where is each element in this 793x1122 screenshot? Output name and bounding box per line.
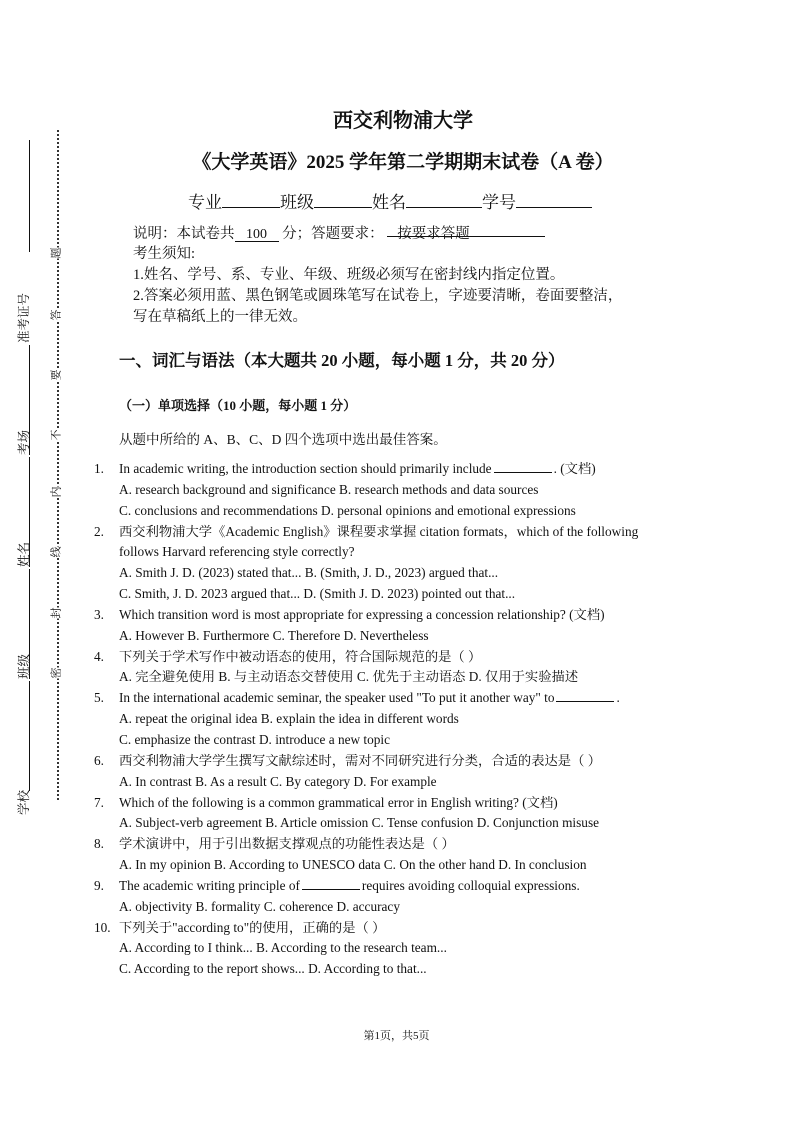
- seal-char: 要: [50, 369, 63, 381]
- margin-label-name: 姓名: [17, 541, 31, 567]
- question-number: 8.: [94, 836, 104, 852]
- question-1: [94, 459, 694, 522]
- question-10: [94, 918, 694, 981]
- question-options: A. objectivity B. formality C. coherence D. accuracy: [119, 898, 400, 914]
- question-stem: Which of the following is a common grammatical error in English writing? (文档): [119, 794, 558, 810]
- question-stem: The academic writing principle of: [119, 877, 300, 893]
- question-stem: In academic writing, the introduction section should primarily include: [119, 461, 492, 476]
- question-stem-end: . (文档): [553, 461, 596, 476]
- seal-char: 答: [50, 309, 63, 321]
- question-options: A. Subject-verb agreement B. Article omission C. Tense confusion D. Conjunction misuse: [119, 815, 600, 831]
- field-line: [29, 681, 30, 791]
- question-options: A. However B. Furthermore C. Therefore D. Nevertheless: [119, 627, 429, 643]
- question-options: A. research background and significance B. research methods and data sources: [119, 481, 539, 497]
- question-stem: 学术演讲中，用于引出数据支撑观点的功能性表达是（ ）: [119, 836, 455, 852]
- student-id-input[interactable]: [516, 190, 592, 208]
- student-info-fields: [188, 188, 592, 213]
- answer-blank[interactable]: [494, 460, 552, 473]
- question-options: A. In my opinion B. According to UNESCO data C. On the other hand D. In conclusion: [119, 857, 587, 873]
- answer-blank[interactable]: [556, 689, 614, 702]
- seal-char: 内: [50, 486, 63, 498]
- question-2: [94, 522, 694, 605]
- question-6: [94, 751, 694, 793]
- question-9: [94, 876, 694, 918]
- question-stem: 下列关于"according to"的使用，正确的是（ ）: [119, 919, 386, 935]
- question-options: C. According to the report shows... D. According to that...: [119, 961, 427, 977]
- field-label-name: 姓名: [372, 193, 406, 212]
- seal-dotted-line: [57, 130, 59, 800]
- description-prefix: 说明：本试卷共: [133, 226, 235, 242]
- notice-item-3: 写在草稿纸上的一律无效。: [133, 309, 307, 325]
- question-number: 7.: [94, 794, 104, 810]
- name-input[interactable]: [406, 190, 482, 208]
- question-stem: In the international academic seminar, the speaker used "To put it another way" to: [119, 690, 555, 706]
- margin-label-exam-room: 考场: [17, 429, 31, 455]
- question-number: 9.: [94, 877, 104, 893]
- question-options: A. 完全避免使用 B. 与主动语态交替使用 C. 优先于主动语态 D. 仅用于实验描述: [119, 669, 579, 685]
- question-4: [94, 647, 694, 689]
- seal-char: 题: [50, 247, 63, 259]
- question-stem: 西交利物浦大学《Academic English》课程要求掌握 citation formats，which of the following: [119, 523, 639, 539]
- question-list: [94, 459, 694, 980]
- subsection-title: （一）单项选择（10 小题，每小题 1 分）: [119, 398, 357, 413]
- question-7: [94, 793, 694, 835]
- total-score: 100: [235, 227, 279, 242]
- question-number: 2.: [94, 523, 104, 539]
- question-number: 5.: [94, 690, 104, 706]
- margin-label-school: 学校: [17, 789, 31, 815]
- margin-label-class: 班级: [17, 653, 31, 679]
- question-5: [94, 688, 694, 751]
- class-input[interactable]: [314, 190, 372, 208]
- question-options: A. In contrast B. As a result C. By category D. For example: [119, 773, 437, 789]
- question-number: 4.: [94, 648, 104, 664]
- notice-item-1: 1.姓名、学号、系、专业、年级、班级必须写在密封线内指定位置。: [133, 267, 565, 283]
- question-stem: 下列关于学术写作中被动语态的使用，符合国际规范的是（ ）: [119, 648, 482, 664]
- seal-char: 不: [50, 429, 63, 441]
- margin-label-exam-id: 准考证号: [17, 292, 31, 343]
- seal-char: 封: [50, 607, 63, 619]
- exam-description: [133, 222, 545, 243]
- question-8: [94, 834, 694, 876]
- notice-item-2: 2.答案必须用蓝、黑色钢笔或圆珠笔写在试卷上，字迹要清晰，卷面要整洁，: [133, 288, 623, 304]
- seal-char: 线: [50, 546, 63, 558]
- question-options: A. repeat the original idea B. explain the idea in different words: [119, 711, 459, 727]
- question-stem-cont: follows Harvard referencing style correctly?: [119, 544, 355, 560]
- page-footer: 第1页，共5页: [363, 1030, 430, 1042]
- notice-title: 考生须知:: [133, 246, 196, 262]
- university-title: 西交利物浦大学: [333, 110, 473, 132]
- question-stem-end: .: [616, 690, 620, 706]
- section-title: 一、词汇与语法（本大题共 20 小题，每小题 1 分，共 20 分）: [119, 351, 565, 370]
- question-options: C. conclusions and recommendations D. personal opinions and emotional expressions: [119, 502, 576, 518]
- answer-blank[interactable]: [302, 877, 360, 890]
- question-options: C. Smith, J. D. 2023 argued that... D. (Smith J. D. 2023) pointed out that...: [119, 586, 516, 602]
- question-options: A. According to I think... B. According to the research team...: [119, 940, 447, 956]
- description-mid: 分；答题要求：: [282, 226, 384, 242]
- answer-requirement: 按要求答题: [387, 222, 545, 237]
- question-3: [94, 605, 694, 647]
- major-input[interactable]: [222, 190, 280, 208]
- question-stem-end: requires avoiding colloquial expressions.: [361, 877, 580, 893]
- exam-title: 《大学英语》2025 学年第二学期期末试卷（A 卷）: [192, 152, 614, 173]
- question-number: 6.: [94, 752, 104, 768]
- question-stem: Which transition word is most appropriate for expressing a concession relationship? (文档): [119, 606, 605, 622]
- question-number: 1.: [94, 461, 104, 476]
- question-options: A. Smith J. D. (2023) stated that... B. (Smith, J. D., 2023) argued that...: [119, 565, 499, 581]
- field-label-major: 专业: [188, 193, 222, 212]
- question-number: 3.: [94, 606, 104, 622]
- field-label-class: 班级: [280, 193, 314, 212]
- question-number: 10.: [94, 919, 111, 935]
- question-stem: 西交利物浦大学学生撰写文献综述时，需对不同研究进行分类，合适的表达是（ ）: [119, 752, 602, 768]
- section-directive: 从题中所给的 A、B、C、D 四个选项中选出最佳答案。: [119, 432, 447, 447]
- field-label-student-id: 学号: [482, 193, 516, 212]
- question-options: C. emphasize the contrast D. introduce a new topic: [119, 731, 391, 747]
- seal-char: 密: [50, 667, 63, 679]
